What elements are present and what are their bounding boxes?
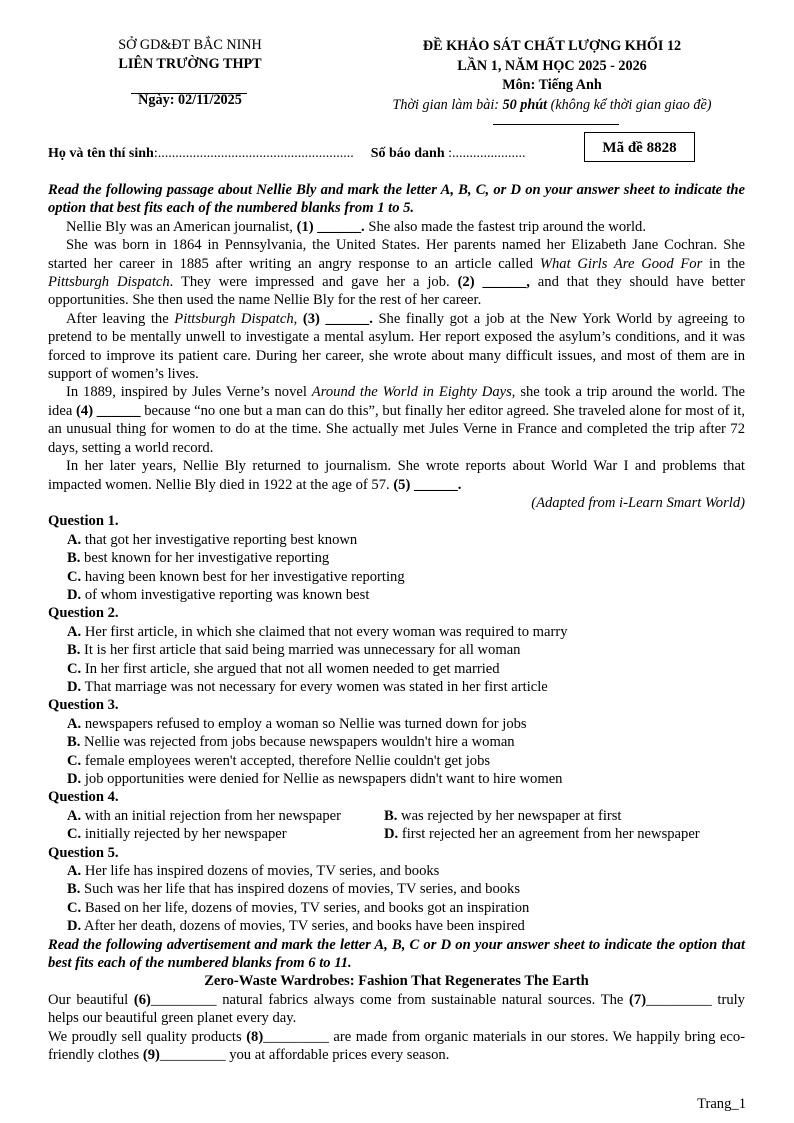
exam-date: Ngày: 02/11/2025 [138,92,242,108]
option-text: best known for her investigative reporting [80,550,330,567]
blank-6: _________ [150,991,217,1008]
option-letter: B. [67,642,81,659]
answer-option[interactable] [67,807,384,825]
option-text: newspapers refused to employ a woman so Nellie was turned down for jobs [81,715,527,732]
p4-text-c: because “no one but a man can do this”, but finally her editor agreed. She traveled alone for most of it, an unusual thing for women to do at the time. She actually met Jules Verne in France and completed the trip after 72 days, setting a world record. [48,402,745,456]
option-text: Such was her life that has inspired dozens of movies, TV series, and books [80,881,521,898]
exam-subject: Môn: Tiếng Anh [502,77,602,94]
option-letter: B. [67,550,81,567]
answer-option[interactable] [48,917,745,935]
option-letter: C. [67,752,82,769]
blank-2: (2) ______, [457,274,530,291]
ad-text-d: We proudly sell quality products [48,1028,247,1045]
option-text: After her death, dozens of movies, TV series, and books have been inspired [81,918,525,935]
passage-paragraph-1 [48,218,745,236]
answer-option[interactable] [48,880,745,898]
p4-book-title: Around the World in Eighty Days [311,384,512,401]
p2-text-c: . They were impressed and gave her a job. [169,274,458,291]
option-letter: A. [67,715,82,732]
p4-text-a: In 1889, inspired by Jules Verne’s novel [66,384,312,401]
passage-source: (Adapted from i-Learn Smart World) [531,494,745,511]
p4-text-b: , she took a trip around the world. The idea [48,384,745,419]
question-label: Question 2. [48,605,119,622]
question-4 [48,788,745,843]
answer-option[interactable] [48,715,745,733]
option-text: Her first article, in which she claimed that not every woman was required to marry [81,623,568,640]
option-text: That marriage was not necessary for every women was stated in her first article [81,678,548,695]
option-letter: D. [67,586,82,603]
option-letter: C. [67,568,82,585]
duration-prefix: Thời gian làm bài: [392,96,503,113]
department-name: SỞ GD&ĐT BẮC NINH [118,37,262,53]
p3-text-c: She finally got a job at the New York World by agreeing to pretend to be mentally unwell to investigate a mental asylum. Her report exposed the asylum’s conditions, and it was forced to improve its patient care. During her career, she wrote about many difficult issues, and most of them are in support of women’s lives. [48,310,745,383]
page-number: Trang_1 [697,1096,746,1112]
answer-option[interactable] [48,623,745,641]
option-text: In her first article, she argued that not all women needed to get married [81,660,500,677]
question-label: Question 1. [48,513,119,530]
p2-text-b: in the [702,255,745,272]
header-rule-left [131,93,247,94]
option-text: initially rejected by her newspaper [81,826,287,843]
option-text: with an initial rejection from her newspaper [81,807,341,824]
option-text: female employees weren't accepted, therefore Nellie couldn't get jobs [81,752,491,769]
option-letter: C. [67,826,82,843]
blank-7-number: (7) [629,991,647,1008]
exam-body [48,181,745,1065]
candidate-number-field: :..................... [444,146,526,161]
exam-code-box: Mã đề 8828 [584,132,695,162]
candidate-number-label: Số báo danh [370,146,445,161]
p2-text-d: and that they should have better opportunities. She then used the name Nellie Bly for the rest of her career. [48,274,745,309]
p5-text-a: In her later years, Nellie Bly returned to journalism. She wrote reports about World War I and problems that impacted women. Nellie Bly died in 1922 at the age of 57. [48,458,745,493]
option-letter: B. [384,807,398,824]
answer-option[interactable] [48,586,745,604]
passage-paragraph-4 [48,383,745,457]
answer-option[interactable] [384,807,621,825]
answer-option[interactable] [48,568,745,586]
option-text: Her life has inspired dozens of movies, TV series, and books [81,863,440,880]
ad-text-f: you at affordable prices every season. [225,1047,450,1064]
question-2 [48,604,745,696]
p1-text-a: Nellie Bly was an American journalist, [66,218,297,235]
school-name: LIÊN TRƯỜNG THPT [118,56,262,72]
option-letter: D. [67,918,82,935]
option-letter: A. [67,863,82,880]
blank-3: (3) ______. [302,310,373,327]
option-text: that got her investigative reporting best known [81,531,358,548]
option-letter: C. [67,660,82,677]
answer-option[interactable] [48,899,745,917]
option-letter: A. [67,807,82,824]
option-text: Based on her life, dozens of movies, TV series, and books got an inspiration [81,899,530,916]
option-row [48,825,745,843]
blank-8: _________ [263,1028,329,1045]
blank-1: (1) ______. [296,218,365,235]
p3-newspaper: Pittsburgh Dispatch [174,310,294,327]
answer-option[interactable] [48,660,745,678]
option-letter: A. [67,531,82,548]
exam-round: LẦN 1, NĂM HỌC 2025 - 2026 [457,57,647,74]
question-3 [48,696,745,788]
candidate-info [48,145,526,163]
answer-option[interactable] [48,641,745,659]
header-rule-right [493,124,619,125]
candidate-name-field: :........................................................ [153,146,354,161]
blank-7: _________ [646,991,712,1008]
blank-9: _________ [159,1047,226,1064]
option-text: first rejected her an agreement from her newspaper [398,826,700,843]
option-letter: D. [384,826,399,843]
answer-option[interactable] [384,825,700,843]
question-label: Question 3. [48,697,119,714]
question-label: Question 4. [48,789,119,806]
header-left [48,36,332,110]
passage-paragraph-5 [48,457,745,494]
option-row [48,807,745,825]
blank-5: (5) ______. [393,476,462,493]
p2-text-a: She was born in 1864 in Pennsylvania, the United States. Her parents named her Elizabeth Jane Cochran. She started her career in 1885 after writing an angry response to an article called [48,237,745,272]
advertisement-title: Zero-Waste Wardrobes: Fashion That Regenerates The Earth [204,973,589,990]
answer-option[interactable] [48,531,745,549]
blank-8-number: (8) [246,1028,264,1045]
option-text: It is her first article that said being married was unnecessary for all woman [80,642,521,659]
p2-newspaper: Pittsburgh Dispatch [48,274,170,291]
option-letter: B. [67,734,81,751]
option-letter: B. [67,881,81,898]
answer-option[interactable] [48,862,745,880]
p3-text-a: After leaving the [66,310,175,327]
header-right [360,37,744,115]
option-text: was rejected by her newspaper at first [397,807,622,824]
question-label: Question 5. [48,844,119,861]
duration-value: 50 phút [502,96,548,113]
option-letter: C. [67,899,82,916]
option-text: having been known best for her investigative reporting [81,568,405,585]
answer-option[interactable] [48,770,745,788]
ad-text-e: are made from organic materials in our stores. We happily bring eco-friendly clothes [48,1028,746,1064]
section1-instruction: Read the following passage about Nellie Bly and mark the letter A, B, C, or D on your answer sheet to indicate the option that best fits each of the numbered blanks from 1 to 5. [48,182,745,217]
option-letter: A. [67,623,82,640]
blank-6-number: (6) [133,991,151,1008]
option-letter: D. [67,771,82,787]
blank-9-number: (9) [142,1047,160,1064]
exam-title: ĐỀ KHẢO SÁT CHẤT LƯỢNG KHỐI 12 [422,38,682,54]
ad-text-b: natural fabrics always come from sustainable natural sources. The [216,991,630,1008]
candidate-name-label: Họ và tên thí sinh [48,146,154,161]
advertisement-paragraph-1 [48,991,745,1028]
p2-article-title: What Girls Are Good For [539,255,703,272]
exam-duration [360,96,744,116]
answer-option[interactable] [48,733,745,751]
duration-suffix: (không kể thời gian giao đề) [547,96,712,113]
option-letter: D. [67,678,82,695]
answer-option[interactable] [48,678,745,696]
answer-option[interactable] [48,549,745,567]
advertisement-paragraph-2 [48,1028,745,1065]
passage-paragraph-3 [48,310,745,384]
option-text: job opportunities were denied for Nellie as newspapers didn't want to hire women [81,771,563,787]
passage-paragraph-2 [48,236,745,310]
question-5 [48,844,745,936]
question-1 [48,512,745,604]
section2-instruction: Read the following advertisement and mark the letter A, B, C or D on your answer sheet to indicate the option that best fits each of the numbered blanks from 6 to 11. [48,936,745,972]
blank-4: (4) ______ [76,402,141,419]
option-text: Nellie was rejected from jobs because newspapers wouldn't hire a woman [80,734,515,751]
ad-text-c: truly helps our beautiful green planet every day. [48,991,745,1027]
ad-text-a: Our beautiful [48,991,134,1008]
answer-option[interactable] [48,752,745,770]
option-text: of whom investigative reporting was known best [81,586,370,603]
answer-option[interactable] [67,825,384,843]
p1-text-b: She also made the fastest trip around the world. [364,218,646,235]
p3-text-b: , [293,310,303,327]
